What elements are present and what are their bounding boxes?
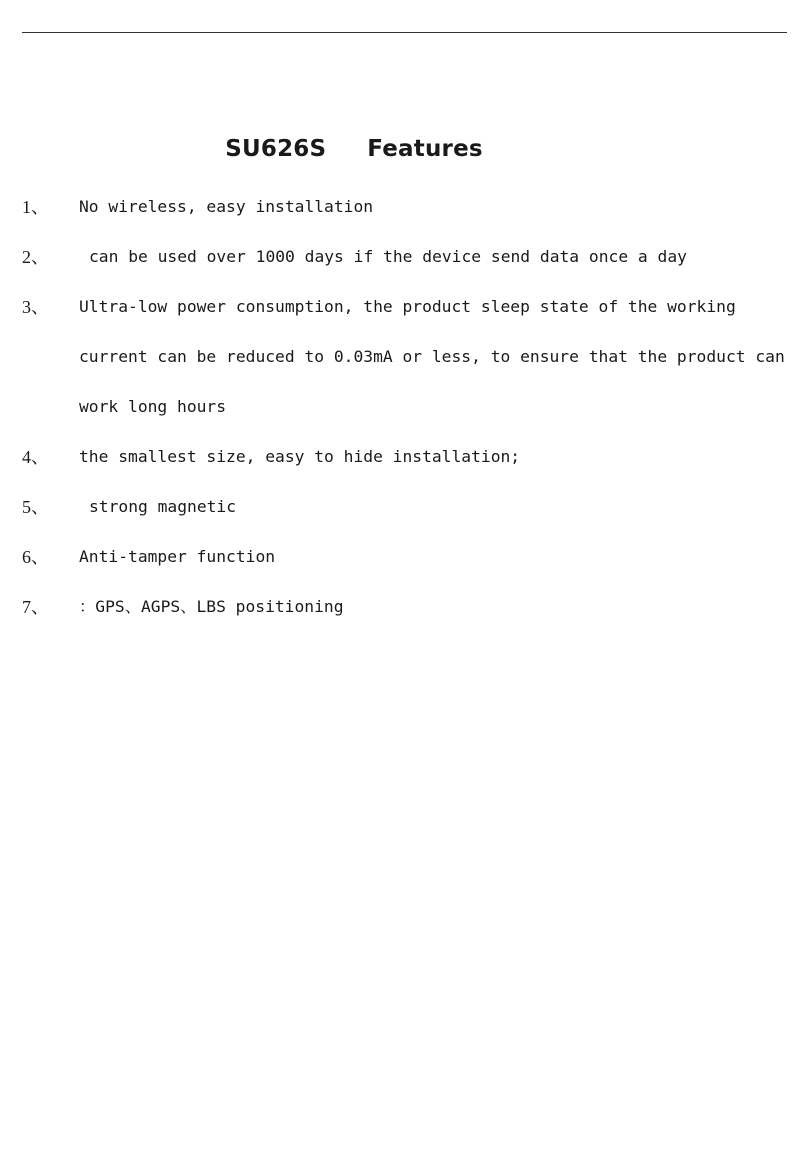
feature-number: 3、	[22, 297, 49, 317]
feature-text: strong magnetic	[89, 497, 237, 516]
feature-text: can be used over 1000 days if the device send data once a day	[89, 247, 687, 266]
feature-number: 1、	[22, 197, 49, 217]
feature-item-7	[0, 592, 808, 642]
feature-number: 2、	[22, 247, 49, 267]
feature-text: Anti-tamper function	[79, 547, 276, 566]
feature-text: Ultra-low power consumption, the product sleep state of the working current can be reduced to 0.03mA or less, to ensure that the product can work long hours	[79, 297, 795, 416]
feature-text: the smallest size, easy to hide installation;	[79, 447, 521, 466]
feature-item-3	[0, 292, 808, 442]
feature-number: 4、	[22, 447, 49, 467]
feature-text: ：GPS、AGPS、LBS positioning	[79, 597, 344, 616]
document-title: SU626S Features	[225, 136, 483, 162]
feature-number: 5、	[22, 497, 49, 517]
feature-number: 7、	[22, 597, 49, 617]
header-rule	[22, 32, 787, 33]
feature-list	[0, 192, 808, 642]
feature-number: 6、	[22, 547, 49, 567]
feature-text: No wireless, easy installation	[79, 197, 374, 216]
